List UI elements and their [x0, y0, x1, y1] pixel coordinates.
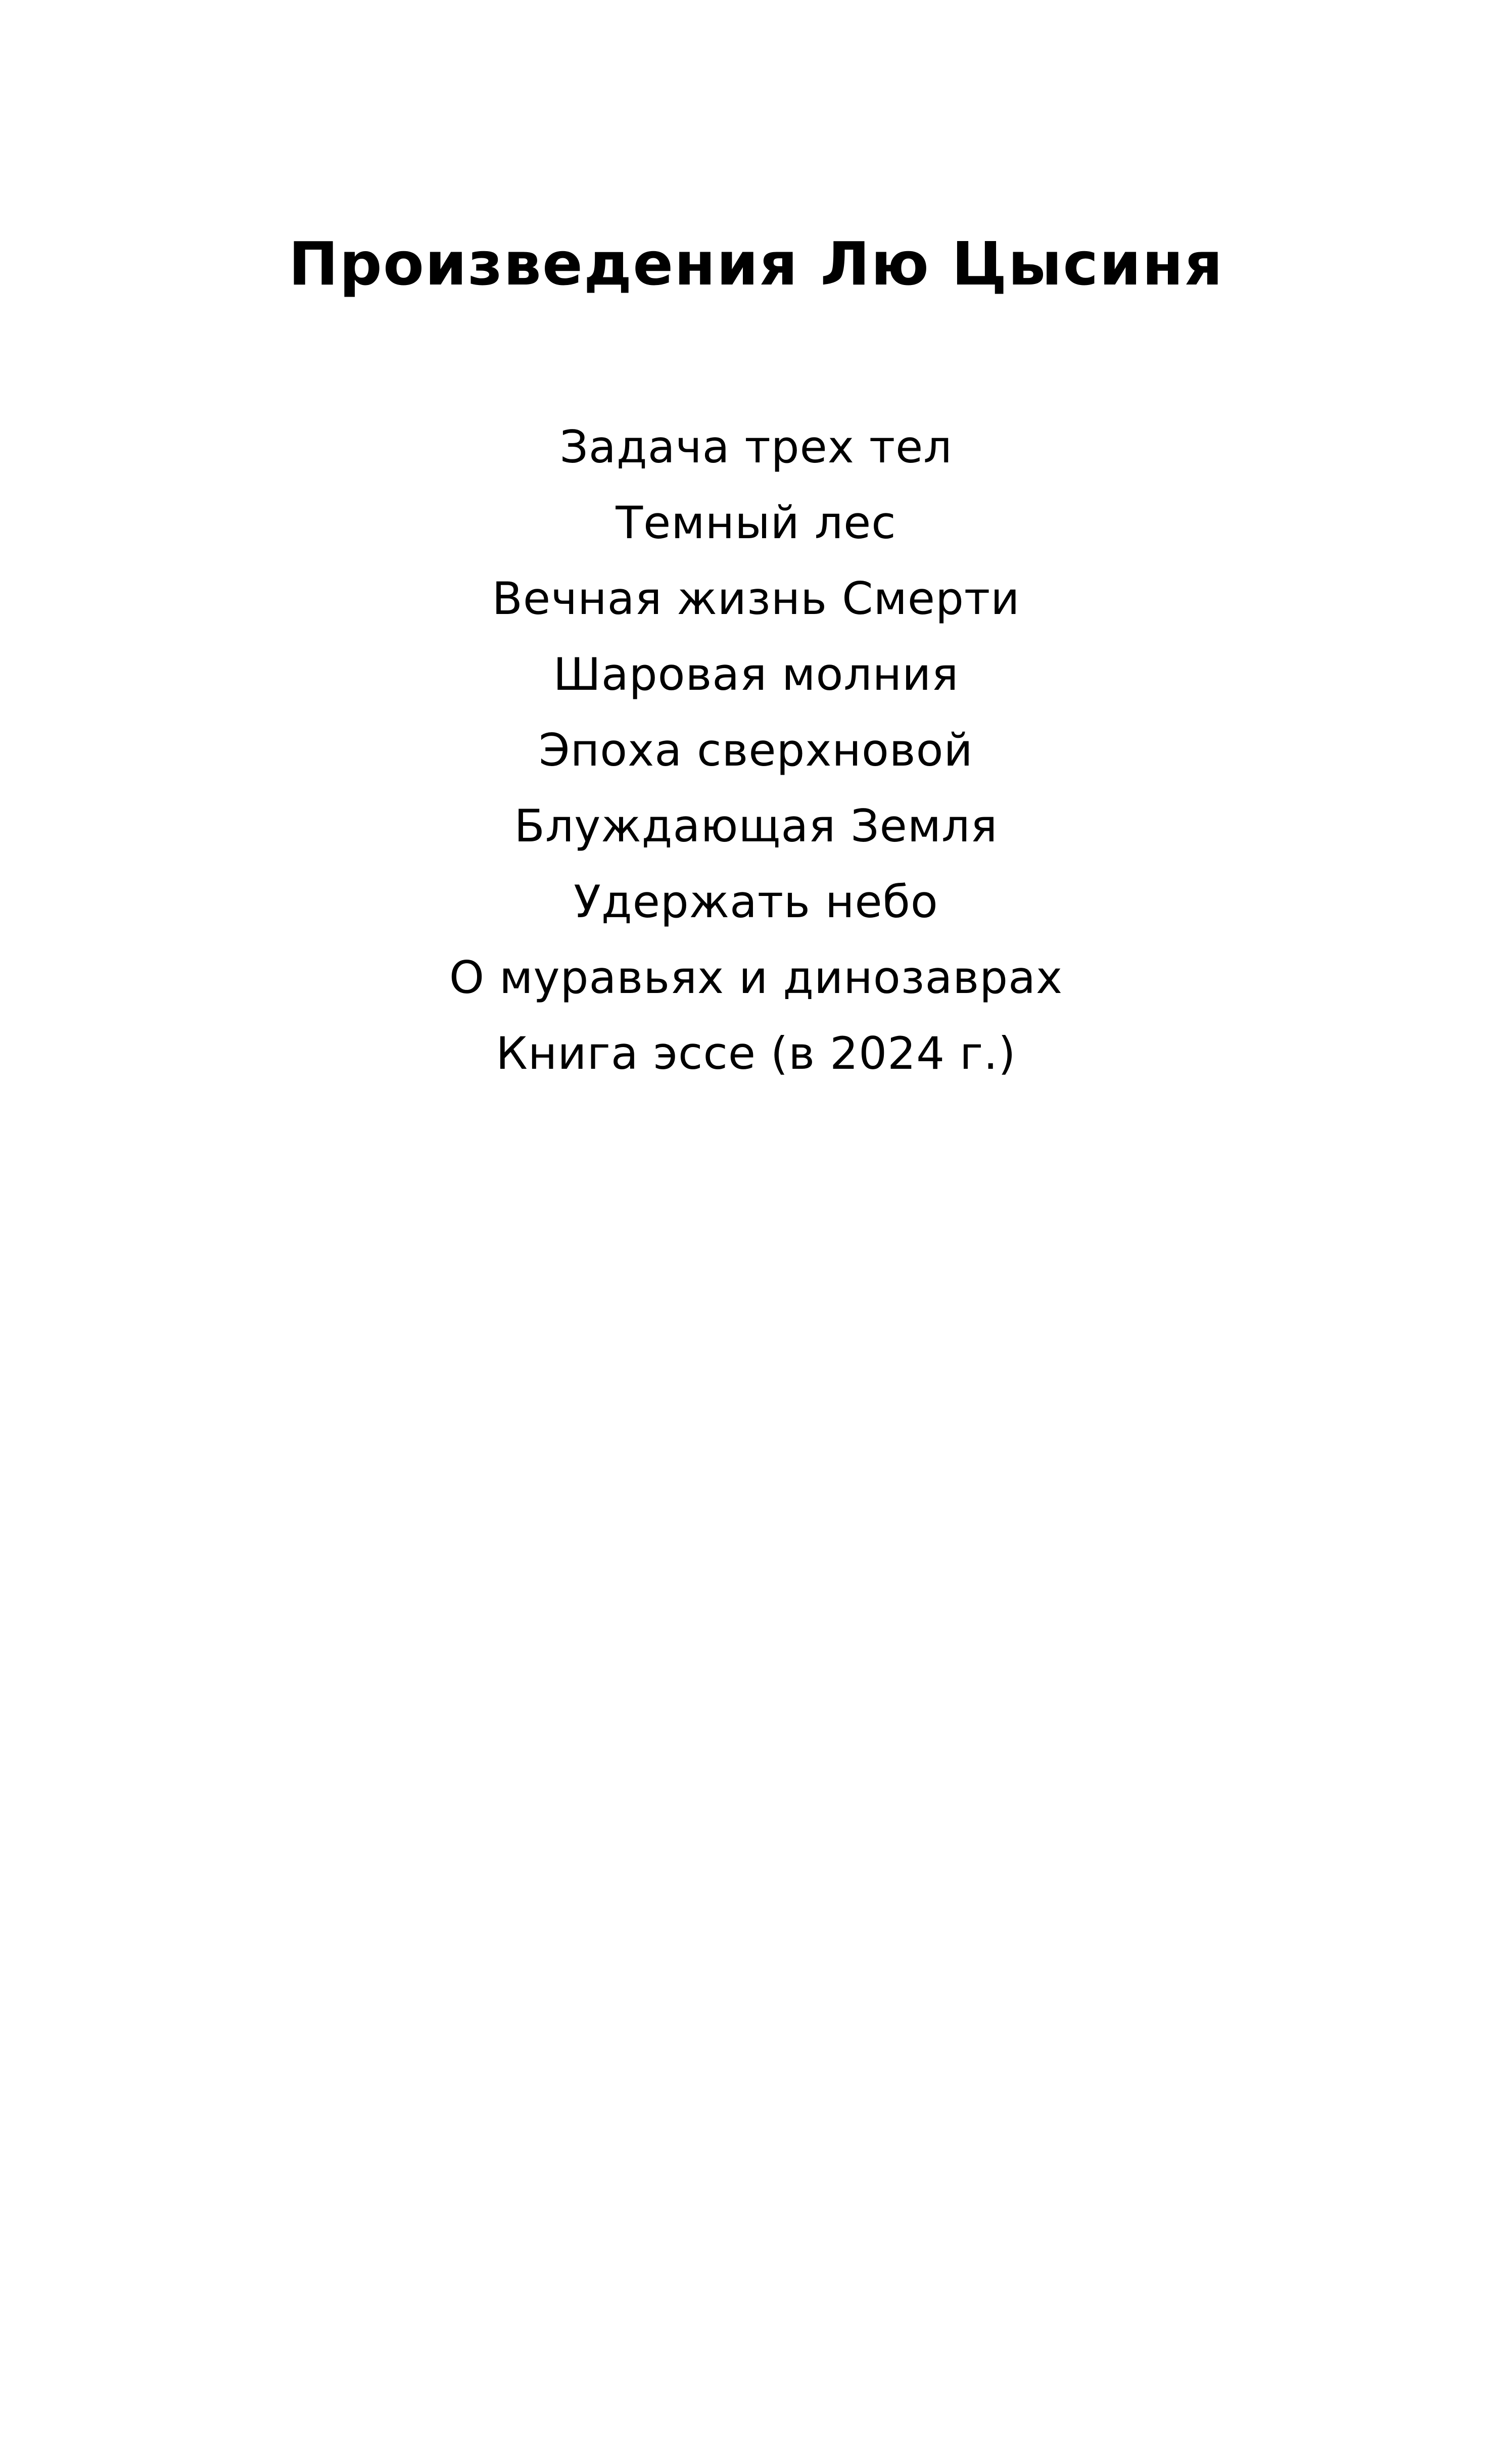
- works-list: [0, 409, 1512, 1092]
- work-title: Эпоха сверхновой: [539, 724, 973, 776]
- work-title: Шаровая молния: [553, 648, 959, 700]
- work-title: Книга эссе (в 2024 г.): [496, 1027, 1016, 1079]
- page-title: Произведения Лю Цысиня: [288, 229, 1224, 299]
- work-title: О муравьях и динозаврах: [449, 952, 1063, 1004]
- work-title: Вечная жизнь Смерти: [492, 573, 1020, 625]
- work-title: Удержать небо: [574, 876, 938, 928]
- work-title: Темный лес: [616, 497, 896, 549]
- work-title: Блуждающая Земля: [514, 800, 998, 852]
- work-title: Задача трех тел: [559, 421, 953, 473]
